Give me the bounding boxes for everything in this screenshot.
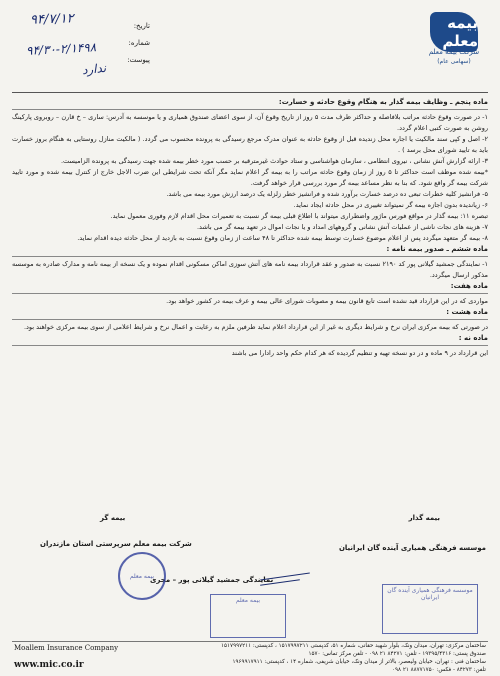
s5-item-2: ۲- اصل و کپی سند مالکیت یا اجاره محل زندیده قبل از وقوع حادثه به عنوان مدرک مرجع رسیدگی به پرونده محسوب می گردد. ( مالکیت منازل روستایی به هنگام بروز خسارت باید به تایید شورای محل برسد ) .: [12, 135, 488, 154]
s5-item-5: ۵- فرانشیز کلیه خطرات تبعی ده درصد خسارت برآورد شده و فرانشیز خطر زلزله یک درصد ارزش مورد بیمه می باشد.: [166, 190, 488, 198]
s5-item-3: ۳- ارائه گزارش آتش نشانی ، نیروی انتظامی ، سازمان هواشناسی و ستاد حوادث غیرمترقبه بر حسب مورد خطر بیمه شده جهت رسیدگی به پرونده الزامیست.: [60, 157, 488, 165]
handwritten-date: ۹۴/۷/۱۲: [29, 11, 74, 28]
letter-header: [0, 4, 500, 92]
company-type: (سهامی عام): [437, 58, 471, 65]
agent-name: نمایندگی جمشید گیلانی پور – مجری: [150, 576, 274, 584]
section-divider: [12, 319, 488, 320]
attachment-label: پیوست:: [127, 56, 150, 64]
section-7-title: ماده هفت:: [450, 282, 488, 290]
s7-text: مواردی که در این قرارداد قید نشده است تابع قانون بیمه و مصوبات شورای عالی بیمه و عرف بیمه در کشور خواهد بود.: [166, 297, 488, 305]
date-label: تاریخ:: [133, 22, 150, 30]
address-line: ساختمان فنی : تهران، خیابان ولیعصر، بالاتر از میدان ونک، خیابان شریفی، شماره ۱۴ ، کدپستی: ۱۹۶۹۹۱۷۹۱۱: [232, 659, 486, 665]
number-label: شماره:: [128, 39, 150, 47]
insured-stamp: [382, 584, 478, 634]
footer-address: [186, 642, 486, 674]
stamp-text: بیمه معلم: [129, 572, 155, 580]
section-divider: [12, 109, 488, 110]
section-divider: [12, 256, 488, 257]
handwritten-number: ۹۴/۳۰-۲/۱۴۹۸: [25, 40, 97, 58]
agent-stamp: [210, 594, 286, 638]
s6-text: ۱- نمایندگی جمشید گیلانی پور کد ۲۱۹۰ نسبت به صدور و عقد قرارداد بیمه نامه های آتش سوزی اماکن مسکونی اقدام نموده و یک نسخه از بیمه نامه و مدارک صادره به موسسه مذکور ارسال میگردد.: [12, 260, 488, 279]
s5-item-8: ۸- بیمه گر متعهد میگردد پس از اعلام موضوع خسارت توسط بیمه شده حداکثر تا ۴۸ ساعت از زمان وقوع نسبت به بازدید از محل حادثه دیده اقدام نماید.: [77, 234, 488, 242]
s5-item-4: *بیمه شده موظف است حداکثر تا ۵ روز از زمان وقوع حادثه مراتب را به بیمه گر اعلام نماید مگر آنکه تحت شرایطی این ضرب الاجل خارج از کنترل بیمه شده و مورد تایید شرکت بیمه گر واقع شود. که بنا به نظر مساعد بیمه گر مورد بررسی قرار خواهد گرفت.: [12, 168, 488, 187]
logo-icon: [430, 12, 478, 52]
insured-label: بیمه گذار: [408, 514, 440, 522]
insurer-round-stamp: [118, 552, 166, 600]
insurer-label: بیمه گر: [100, 514, 126, 522]
insurer-org: شرکت بیمه معلم سرپرستی استان مازندران: [40, 540, 192, 548]
insured-org: موسسه فرهنگی همیاری آینده گان ایرانیان: [338, 544, 486, 552]
company-name: شرکت بیمه معلم: [428, 48, 480, 56]
address-line: ساختمان مرکزی: تهران، میدان ونک، بلوار شهید حقانی، شماره ۵۱، کدپستی ۱۵۱۷۹۹۷۲۱۱ ، کدپستی: ۱۵۱۷۹۹۷۲۱۱: [221, 643, 486, 649]
section-5-title: ماده پنجم ـ وظایف بیمه گذار به هنگام وقوع حادثه و خسارت:: [278, 98, 488, 106]
section-divider: [12, 293, 488, 294]
logo-text: بیمه معلم: [442, 14, 478, 50]
address-line: تلفن: ۸۴۲۷۳ - فکس: ۸۸۷۷۱۷۵۰ ۲۱ ۰۹۸: [392, 667, 486, 673]
address-line: صندوق پستی: ۱۹۳۹۵/۴۳۱۶ - تلفن: ۸۴۲۷۱ ۲۱ ۰۹۸ - تلفن مرکز تماس: ۱۵۷۰: [308, 651, 486, 657]
section-divider: [12, 345, 488, 346]
s5-item-6: ۶- زیاندیده بدون اجازه بیمه گر نمیتواند تغییری در محل حادثه ایجاد نماید.: [293, 201, 488, 209]
footer-website: www.mic.co.ir: [14, 660, 84, 670]
insured-stamp-text: موسسه فرهنگی همیاری آینده گان ایرانیان: [387, 587, 473, 601]
s9-text: این قرارداد در ۹ ماده و در دو نسخه تهیه و تنظیم گردیده که هر کدام حکم واحد رادارا می باشند: [231, 349, 488, 357]
handwritten-attachment: ندارد: [81, 60, 107, 78]
s5-item-1: ۱- در صورت وقوع حادثه مراتب بلافاصله و حداکثر ظرف مدت ۵ روز از تاریخ وقوع آن، از سوی اعضای صندوق همیاری و یا موسسه به آدرس: ساری – خ قارن – روبروی پارکینگ روشن به صورت کتبی اعلام گردد.: [12, 113, 488, 132]
section-9-title: ماده نه :: [458, 334, 488, 342]
header-divider: [12, 92, 488, 93]
letter-body: [12, 97, 488, 359]
section-8-title: ماده هشت :: [446, 308, 488, 316]
s8-text: در صورتی که بیمه مرکزی ایران نرخ و شرایط دیگری به غیر از این قرارداد اعلام نماید طرفین ملزم به رعایت و اعمال نرخ و شرایط اعلامی از سوی بیمه مرکزی خواهند بود.: [23, 323, 488, 331]
s5-item-7: ۷- هزینه های نجات ناشی از عملیات آتش نشانی و گروههای امداد و یا نجات اموال در تعهد بیمه گر می باشد.: [196, 223, 488, 231]
section-6-title: ماده ششم ـ صدور بیمه نامه :: [386, 245, 488, 253]
s5-note-11: تبصره ۱۱: بیمه گذار در مواقع فورس ماژور واضطراری میتواند با اطلاع قبلی بیمه گر نسبت به تعمیرات محل اقدام لازم وفوری معمول نماید.: [110, 212, 488, 220]
footer-company-en: Moallem Insurance Company: [14, 644, 119, 652]
agent-stamp-text: بیمه معلم: [235, 597, 261, 604]
